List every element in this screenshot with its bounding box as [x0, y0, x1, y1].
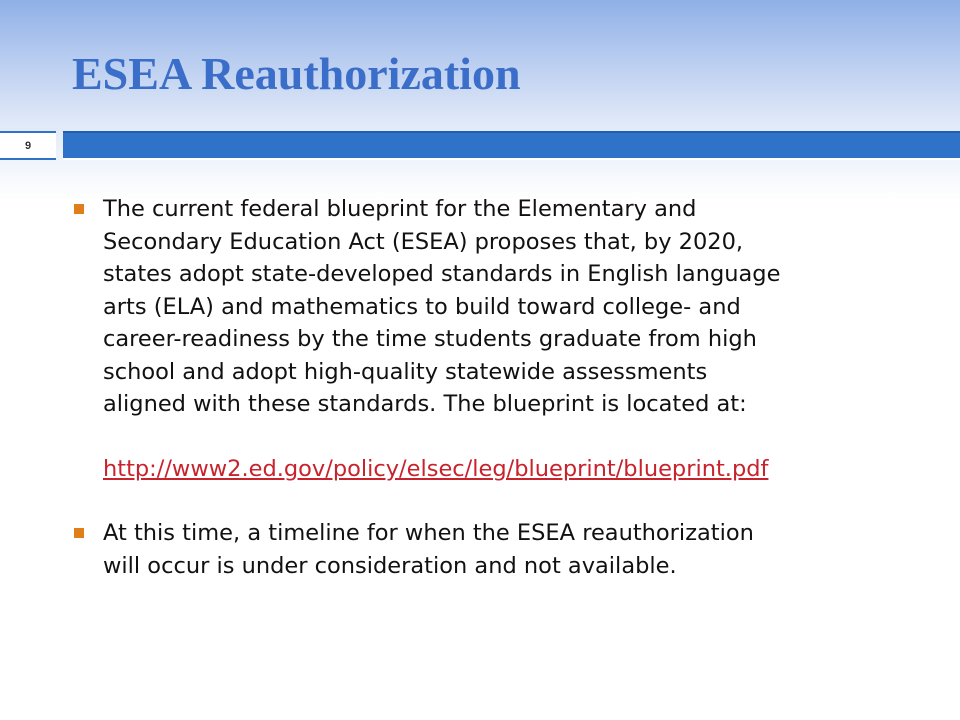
bullet-item-blueprint — [70, 193, 930, 485]
square-bullet-icon — [74, 528, 84, 538]
bullet-line: Secondary Education Act (ESEA) proposes that, by 2020, — [103, 228, 744, 255]
link-line — [103, 453, 930, 486]
slide-number: 9 — [24, 139, 32, 152]
bullet-line: career-readiness by the time students graduate from high — [103, 326, 757, 352]
bullet-line: states adopt state-developed standards in English language — [103, 261, 781, 287]
slide-number-box — [0, 131, 56, 160]
bullet-line: will occur is under consideration and not available. — [103, 552, 677, 579]
bullet-line: school and adopt high-quality statewide assessments — [103, 358, 708, 385]
header-bar — [63, 131, 960, 160]
bullet-line: The current federal blueprint for the Elementary and — [103, 196, 697, 222]
square-bullet-icon — [74, 204, 84, 214]
slide-title: ESEA Reauthorization — [72, 48, 521, 99]
bullet-line: arts (ELA) and mathematics to build toward college- and — [103, 293, 741, 320]
bullet-item-timeline — [70, 517, 930, 582]
slide-content — [70, 193, 930, 582]
bullet-line: aligned with these standards. The blueprint is located at: — [103, 391, 747, 417]
blueprint-link[interactable]: http://www2.ed.gov/policy/elsec/leg/blueprint/blueprint.pdf — [103, 455, 769, 482]
bullet-line: At this time, a timeline for when the ESEA reauthorization — [103, 520, 754, 546]
